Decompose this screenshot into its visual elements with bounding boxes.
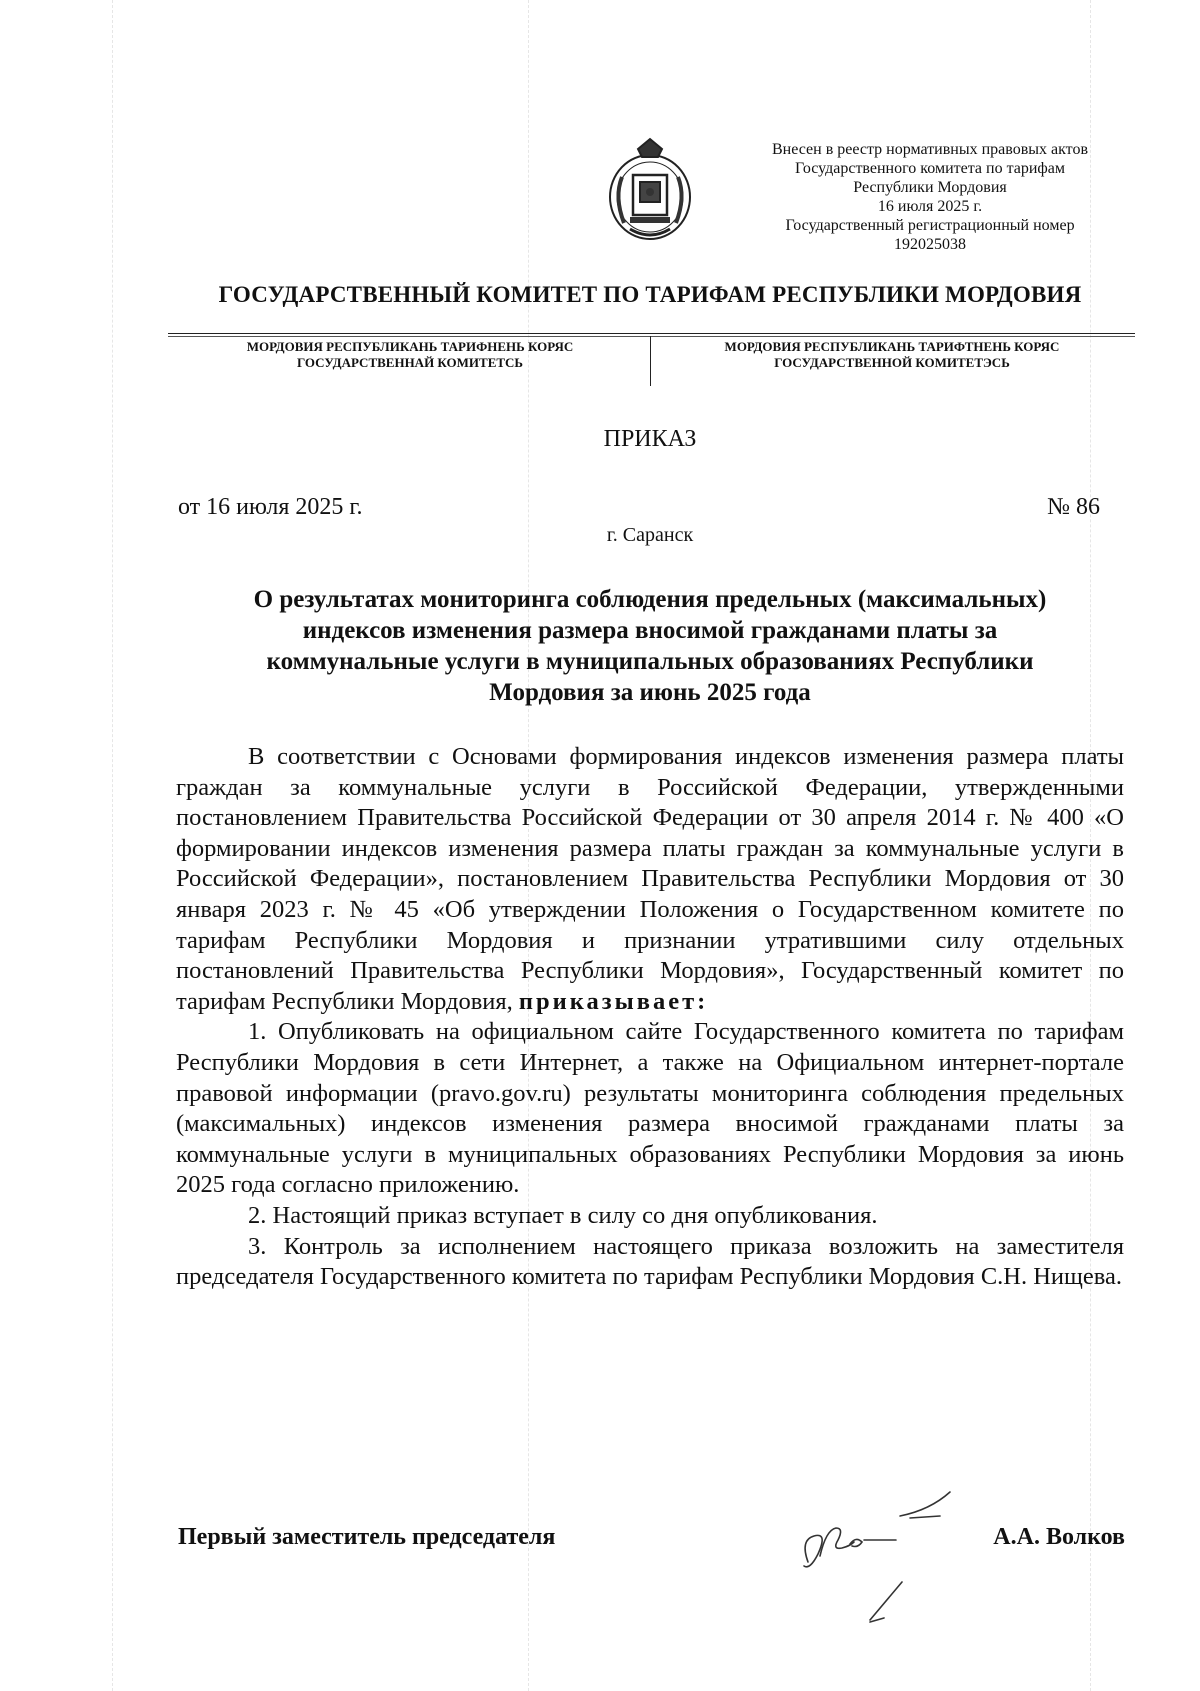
document-number: № 86 bbox=[1047, 494, 1100, 520]
committee-title: ГОСУДАРСТВЕННЫЙ КОМИТЕТ ПО ТАРИФАМ РЕСПУБЛИКИ МОРДОВИЯ bbox=[218, 282, 1082, 307]
order-item-1: 1. Опубликовать на официальном сайте Государственного комитета по тарифам Республики Мордовия в сети Интернет, а также на Официальном интернет-портале правовой информации (pravo.gov.ru) результаты мониторинга соблюдения предельных (максимальных) индексов изменения размера вносимой гражданами платы за коммунальные услуги в муниципальных образованиях Республики Мордовия за июнь 2025 года согласно приложению. bbox=[176, 1018, 1124, 1199]
preamble-paragraph bbox=[176, 742, 1124, 1017]
committee-name-erzya bbox=[662, 339, 1122, 371]
registration-line: Государственный регистрационный номер bbox=[785, 217, 1075, 234]
preamble-text: В соответствии с Основами формирования индексов изменения размера платы граждан за коммунальные услуги в Российской Федерации, утвержденными постановлением Правительства Российской Федерации от 30 апреля 2014 г. № 400 «О формировании индексов изменения размера платы граждан за коммунальные услуги в Российской Федерации», постановлением Правительства Республики Мордовия от 30 января 2023 г. № 45 «Об утверждении Положения о Государственном комитете по тарифам Республики Мордовия и признании утратившими силу отдельных постановлений Правительства Республики Мордовия», Государственный комитет по тарифам Республики Мордовия, bbox=[176, 743, 1124, 1015]
heading-line: индексов изменения размера вносимой гражданами платы за bbox=[302, 617, 998, 644]
committee-name-line: ГОСУДАРСТВЕННОЙ КОМИТЕТЭСЬ bbox=[774, 355, 1010, 370]
registration-line: Внесен в реестр нормативных правовых актов bbox=[772, 141, 1088, 158]
committee-name-line: МОРДОВИЯ РЕСПУБЛИКАНЬ ТАРИФТНЕНЬ КОРЯС bbox=[724, 339, 1060, 354]
header-divider bbox=[168, 333, 1135, 334]
registration-number: 192025038 bbox=[894, 236, 966, 253]
registration-line: Республики Мордовия bbox=[853, 179, 1007, 196]
coat-of-arms-icon bbox=[600, 137, 700, 247]
heading-line: Мордовия за июнь 2025 года bbox=[489, 679, 811, 706]
order-item-3: 3. Контроль за исполнением настоящего приказа возложить на заместителя председателя Государственного комитета по тарифам Республики Мордовия С.Н. Нищева. bbox=[176, 1232, 1124, 1291]
document-city: г. Саранск bbox=[606, 524, 694, 546]
heading-line: коммунальные услуги в муниципальных образованиях Республики bbox=[266, 648, 1034, 675]
scan-artifact-line bbox=[112, 0, 113, 1691]
committee-name-line: МОРДОВИЯ РЕСПУБЛИКАНЬ ТАРИФНЕНЬ КОРЯС bbox=[246, 339, 574, 354]
registration-date: 16 июля 2025 г. bbox=[877, 198, 983, 215]
header-column-divider bbox=[650, 336, 651, 386]
orders-word: приказывает: bbox=[518, 987, 709, 1015]
committee-name-moksha bbox=[180, 339, 640, 371]
document-body bbox=[176, 742, 1124, 1293]
committee-name-line: ГОСУДАРСТВЕННАЙ КОМИТЕТСЬ bbox=[296, 355, 524, 370]
header-divider bbox=[168, 336, 1135, 337]
document-heading bbox=[190, 584, 1110, 708]
signer-name: А.А. Волков bbox=[993, 1524, 1125, 1550]
registration-note bbox=[720, 140, 1140, 254]
handwritten-signature bbox=[780, 1470, 1060, 1650]
order-item-2: 2. Настоящий приказ вступает в силу со дня опубликования. bbox=[248, 1201, 878, 1229]
heading-line: О результатах мониторинга соблюдения предельных (максимальных) bbox=[253, 586, 1047, 613]
signer-title: Первый заместитель председателя bbox=[178, 1524, 556, 1550]
registration-line: Государственного комитета по тарифам bbox=[794, 160, 1066, 177]
document-type: ПРИКАЗ bbox=[603, 426, 697, 452]
document-date: от 16 июля 2025 г. bbox=[178, 494, 363, 520]
